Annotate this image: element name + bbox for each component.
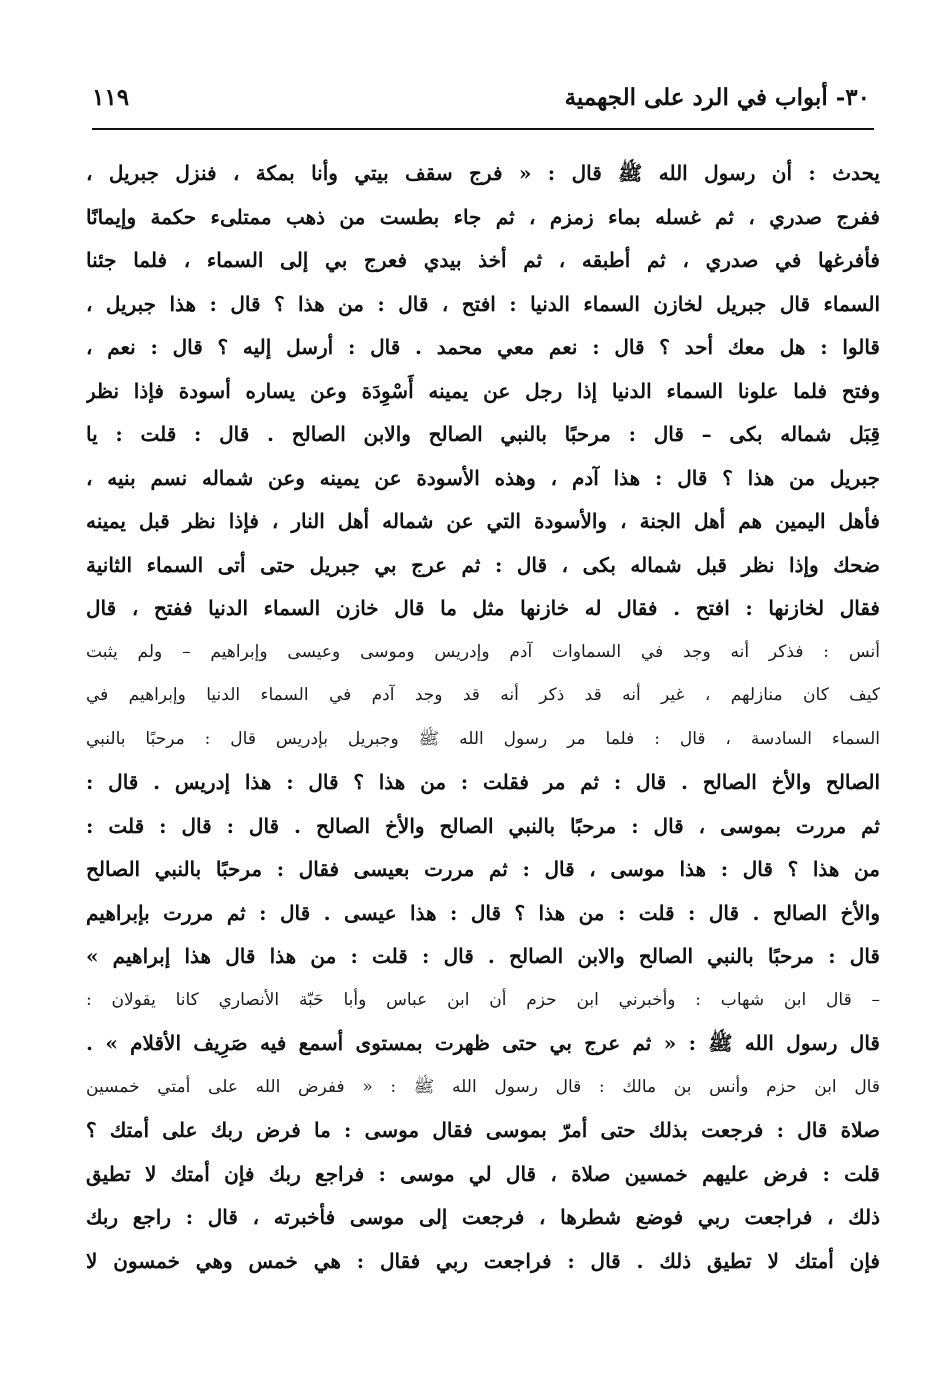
text-line: ثم مررت بموسى ، قال : مرحبًا بالنبي الصالح والأخ الصالح . قال : قال : قلت : bbox=[86, 813, 880, 838]
text-line: من هذا ؟ قال : هذا موسى ، قال : ثم مررت بعيسى فقال : مرحبًا بالنبي الصالح bbox=[86, 857, 880, 881]
text-line: والأخ الصالح . قال : قلت : من هذا ؟ قال : هذا عيسى . قال : ثم مررت بإبراهيم bbox=[86, 900, 880, 925]
text-line: قال رسول الله ﷺ : « ثم عرج بي حتى ظهرت بمستوى أسمع فيه صَرِيف الأقلام » . bbox=[86, 1031, 880, 1055]
body-text bbox=[86, 152, 880, 1283]
text-line: ضحك وإذا نظر قبل شماله بكى ، قال : ثم عرج بي جبريل حتى أتى السماء الثانية bbox=[86, 552, 880, 577]
text-line: قِبَل شماله بكى – قال : مرحبًا بالنبي الصالح والابن الصالح . قال : قلت : يا bbox=[86, 422, 880, 446]
text-line: – قال ابن شهاب : وأخبرني ابن حزم أن ابن عباس وأبا حَبّة الأنصاري كانا يقولان : bbox=[86, 989, 880, 1010]
text-line: كيف كان منازلهم ، غير أنه قد ذكر أنه قد وجد آدم في السماء الدنيا وإبراهيم في bbox=[86, 685, 880, 705]
text-line: قالوا : هل معك أحد ؟ قال : نعم معي محمد . قال : أرسل إليه ؟ قال : نعم ، bbox=[86, 335, 880, 359]
text-line: ذلك ، فراجعت ربي فوضع شطرها ، فرجعت إلى موسى فأخبرته ، قال : راجع ربك bbox=[86, 1205, 880, 1229]
text-line: فإن أمتك لا تطيق ذلك . قال : فراجعت ربي فقال : هي خمس وهي خمسون لا bbox=[86, 1248, 880, 1273]
text-line: فقال لخازنها : افتح . فقال له خازنها مثل ما قال خازن السماء الدنيا ففتح ، قال bbox=[86, 596, 880, 620]
chapter-title: ٣٠- أبواب في الرد على الجهمية bbox=[564, 84, 870, 111]
text-line: فأهل اليمين هم أهل الجنة ، والأسودة التي عن شماله أهل النار ، فإذا نظر قبل يمينه bbox=[86, 509, 880, 533]
text-line: صلاة قال : فرجعت بذلك حتى أمرّ بموسى فقال موسى : ما فرض ربك على أمتك ؟ bbox=[86, 1118, 880, 1142]
text-line: وفتح فلما علونا السماء الدنيا إذا رجل عن يمينه أَسْوِدَة وعن يساره أسودة فإذا نظر bbox=[86, 378, 880, 403]
text-line: فأفرغها في صدري ، ثم أطبقه ، ثم أخذ بيدي فعرج بي إلى السماء ، فلما جئنا bbox=[86, 248, 880, 272]
header-rule bbox=[92, 128, 874, 130]
text-line: الصالح والأخ الصالح . قال : ثم مر فقلت : من هذا ؟ قال : هذا إدريس . قال : bbox=[86, 770, 880, 794]
text-line: أنس : فذكر أنه وجد في السماوات آدم وإدريس وموسى وعيسى وإبراهيم – ولم يثبت bbox=[86, 641, 880, 662]
text-line: قال : مرحبًا بالنبي الصالح والابن الصالح . قال : قلت : من هذا قال هذا إبراهيم » bbox=[86, 944, 880, 968]
text-line: قال ابن حزم وأنس بن مالك : قال رسول الله ﷺ : « ففرض الله على أمتي خمسين bbox=[86, 1076, 880, 1097]
text-line: جبريل من هذا ؟ قال : هذا آدم ، وهذه الأسودة عن يمينه وعن شماله نسم بنيه ، bbox=[86, 465, 880, 490]
text-line: السماء السادسة ، قال : فلما مر رسول الله ﷺ وجبريل بإدريس قال : مرحبًا بالنبي bbox=[86, 728, 880, 749]
page-number: ١١٩ bbox=[92, 84, 130, 111]
text-line: السماء قال جبريل لخازن السماء الدنيا : افتح ، قال : من هذا ؟ قال : هذا جبريل ، bbox=[86, 291, 880, 316]
running-header bbox=[92, 84, 870, 124]
text-line: ففرج صدري ، ثم غسله بماء زمزم ، ثم جاء بطست من ذهب ممتلىء حكمة وإيمانًا bbox=[86, 204, 880, 229]
text-line: قلت : فرض عليهم خمسين صلاة ، قال لي موسى : فراجع ربك فإن أمتك لا تطيق bbox=[86, 1161, 880, 1186]
text-line: يحدث : أن رسول الله ﷺ قال : « فرج سقف بيتي وأنا بمكة ، فنزل جبريل ، bbox=[86, 161, 880, 185]
